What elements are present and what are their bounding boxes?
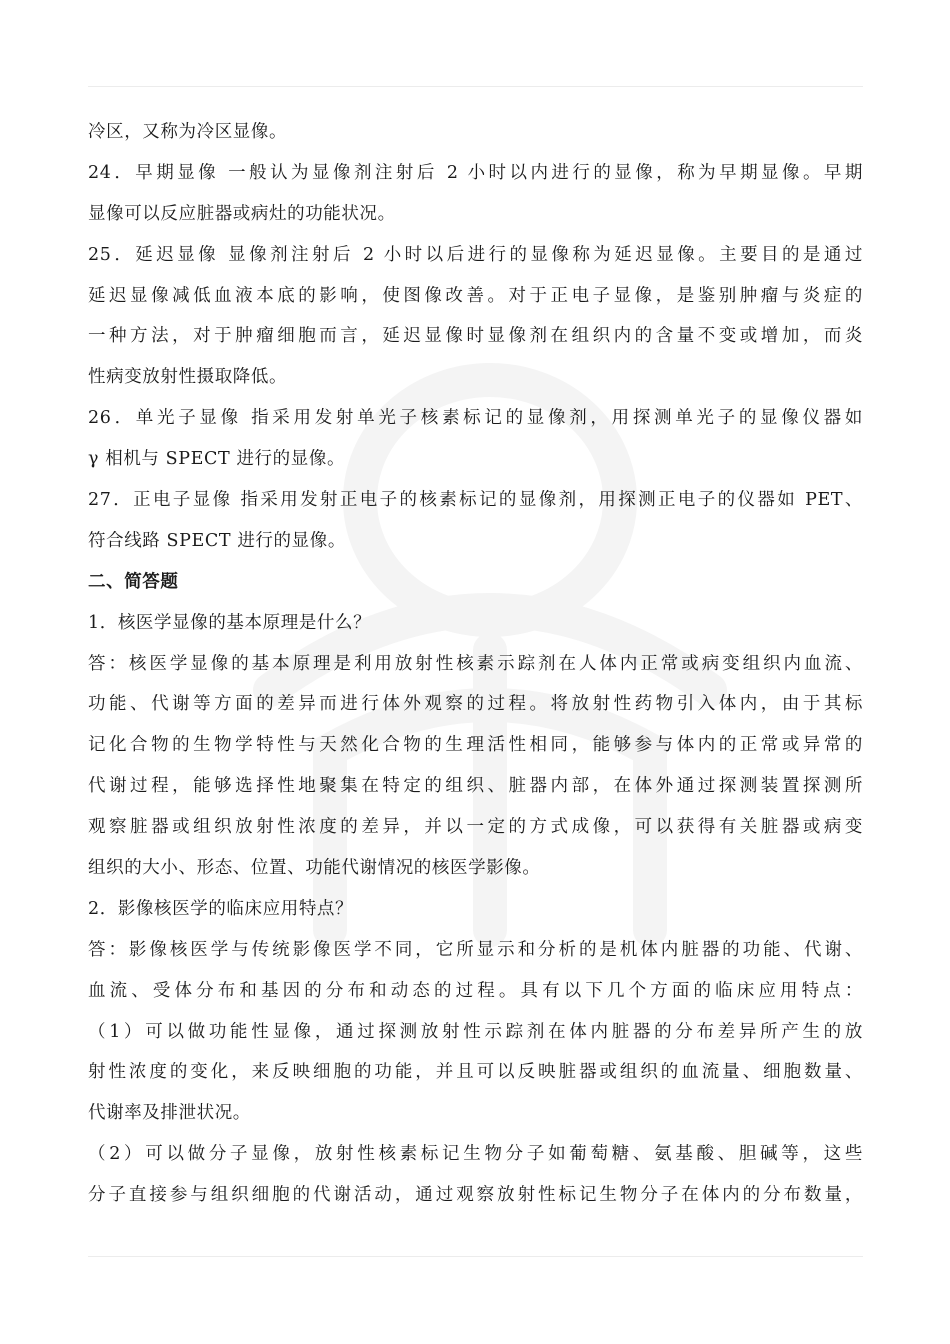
answer-line: 代谢过程，能够选择性地聚集在特定的组织、脏器内部，在体外通过探测装置探测所 [88,776,863,797]
text-line: 性病变放射性摄取降低。 [88,367,288,388]
section-heading: 二、简答题 [88,571,179,592]
header-rule [88,86,863,87]
answer-line: 记化合物的生物学特性与天然化合物的生理活性相同，能够参与体内的正常或异常的 [88,735,863,756]
answer-line: 分子直接参与组织细胞的代谢活动，通过观察放射性标记生物分子在体内的分布数量， [88,1185,863,1206]
answer-line: 答：影像核医学与传统影像医学不同，它所显示和分析的是机体内脏器的功能、代谢、 [88,939,863,960]
text-line: 一种方法，对于肿瘤细胞而言，延迟显像时显像剂在组织内的含量不变或增加，而炎 [88,326,863,347]
text-line: γ 相机与 SPECT 进行的显像。 [88,449,346,470]
text-line: 冷区，又称为冷区显像。 [88,122,288,142]
document-body [88,112,878,1216]
answer-line: 血流、受体分布和基因的分布和动态的过程。具有以下几个方面的临床应用特点： [88,980,863,1001]
text-line: 延迟显像减低血液本底的影响，使图像改善。对于正电子显像，是鉴别肿瘤与炎症的 [88,285,863,306]
answer-line: （2）可以做分子显像，放射性核素标记生物分子如葡萄糖、氨基酸、胆碱等，这些 [88,1144,863,1165]
footer-rule [88,1256,863,1257]
text-line: 26．单光子显像 指采用发射单光子核素标记的显像剂，用探测单光子的显像仪器如 [88,408,863,429]
answer-line: 观察脏器或组织放射性浓度的差异，并以一定的方式成像，可以获得有关脏器或病变 [88,817,863,838]
answer-line: 射性浓度的变化，来反映细胞的功能，并且可以反映脏器或组织的血流量、细胞数量、 [88,1062,863,1083]
text-line: 24．早期显像 一般认为显像剂注射后 2 小时以内进行的显像，称为早期显像。早期 [88,162,863,183]
text-line: 25．延迟显像 显像剂注射后 2 小时以后进行的显像称为延迟显像。主要目的是通过 [88,244,863,265]
answer-line: 代谢率及排泄状况。 [88,1103,251,1124]
question-title: 2．影像核医学的临床应用特点？ [88,898,354,919]
answer-line: 答：核医学显像的基本原理是利用放射性核素示踪剂在人体内正常或病变组织内血流、 [88,653,863,674]
answer-line: 功能、代谢等方面的差异而进行体外观察的过程。将放射性药物引入体内，由于其标 [88,694,863,715]
answer-line: 组织的大小、形态、位置、功能代谢情况的核医学影像。 [88,858,541,879]
answer-line: （1）可以做功能性显像，通过探测放射性示踪剂在体内脏器的分布差异所产生的放 [88,1021,863,1042]
text-line: 显像可以反应脏器或病灶的功能状况。 [88,203,396,224]
question-title: 1．核医学显像的基本原理是什么？ [88,612,372,633]
text-line: 27．正电子显像 指采用发射正电子的核素标记的显像剂，用探测正电子的仪器如 PET、 [88,490,863,511]
text-line: 符合线路 SPECT 进行的显像。 [88,530,346,551]
